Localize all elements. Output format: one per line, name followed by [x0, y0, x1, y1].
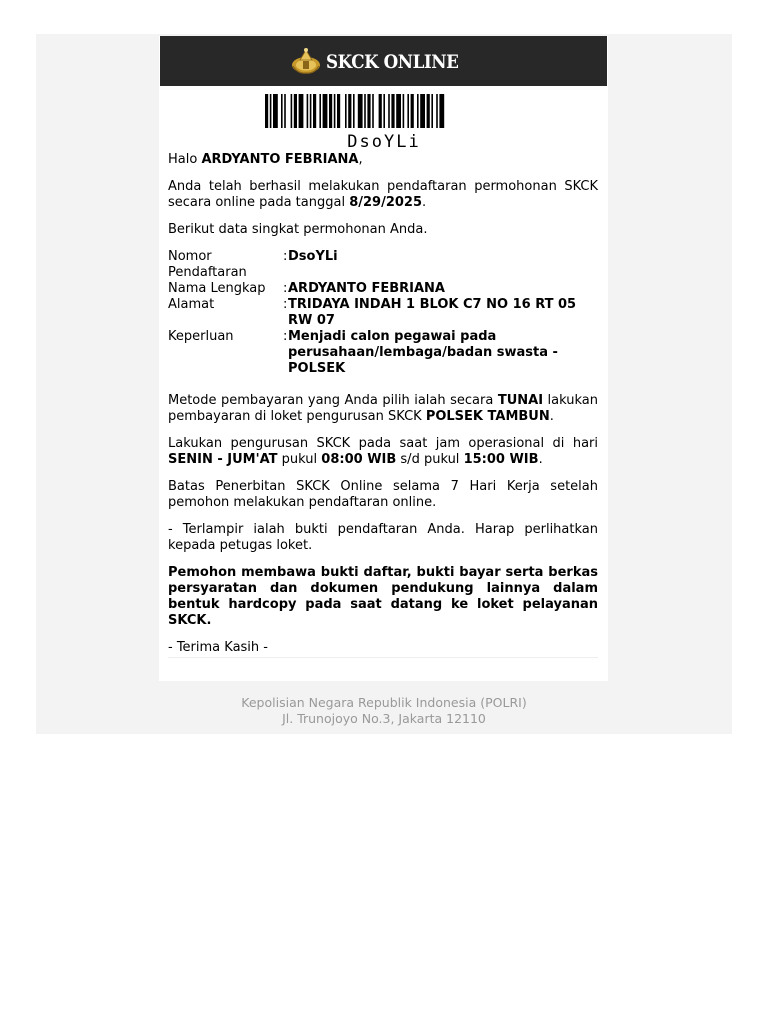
- logo-text: SKCK ONLINE: [326, 51, 459, 73]
- payment-text-3: .: [549, 409, 554, 424]
- details-colon: :: [283, 249, 288, 264]
- attachment-paragraph: - Terlampir ialah bukti pendaftaran Anda. Harap perlihatkan kepada petugas loket.: [168, 522, 598, 553]
- greeting: [168, 152, 598, 168]
- barcode: [265, 94, 503, 128]
- details-label: Alamat: [168, 297, 215, 312]
- details-value: ARDYANTO FEBRIANA: [288, 281, 445, 296]
- details-value: DsoYLi: [288, 249, 338, 264]
- schedule-end: 15:00 WIB: [463, 452, 539, 467]
- notice-paragraph: Pemohon membawa bukti daftar, bukti bayar serta berkas persyaratan dan dokumen pendukung lainnya dalam bentuk hardcopy pada saat datang ke loket pelayanan SKCK.: [168, 565, 598, 628]
- intro-end: .: [422, 195, 427, 210]
- payment-location: POLSEK TAMBUN: [425, 409, 550, 424]
- details-row-purpose: [168, 329, 598, 377]
- footer-organization: Kepolisian Negara Republik Indonesia (POLRI): [241, 695, 527, 710]
- greeting-suffix: ,: [358, 152, 363, 167]
- police-emblem-icon: [290, 46, 322, 76]
- registration-date: 8/29/2025: [349, 195, 423, 210]
- closing-text: - Terima Kasih -: [168, 640, 268, 655]
- details-value: Menjadi calon pegawai pada perusahaan/lembaga/badan swasta - POLSEK: [288, 329, 558, 376]
- details-colon: :: [283, 297, 288, 312]
- deadline-paragraph: Batas Penerbitan SKCK Online selama 7 Hari Kerja setelah pemohon melakukan pendaftaran online.: [168, 479, 598, 510]
- schedule-text-3: s/d pukul: [396, 452, 464, 467]
- details-row-address: [168, 297, 598, 329]
- header-banner: [160, 36, 607, 86]
- details-colon: :: [283, 281, 288, 296]
- details-row-full-name: [168, 281, 598, 297]
- barcode-text: DsoYLi: [347, 132, 421, 152]
- footer-address: Jl. Trunojoyo No.3, Jakarta 12110: [282, 711, 486, 726]
- applicant-name: ARDYANTO FEBRIANA: [201, 152, 359, 167]
- divider: [168, 657, 598, 658]
- footer: [36, 695, 732, 727]
- details-label: Nomor Pendaftaran: [168, 249, 247, 280]
- email-body: [168, 152, 598, 667]
- details-label: Keperluan: [168, 329, 234, 344]
- details-value: TRIDAYA INDAH 1 BLOK C7 NO 16 RT 05 RW 07: [288, 297, 577, 328]
- schedule-paragraph: [168, 436, 598, 468]
- details-label: Nama Lengkap: [168, 281, 266, 296]
- email-card: [159, 36, 608, 681]
- details-colon: :: [283, 329, 288, 344]
- schedule-text-4: .: [538, 452, 543, 467]
- summary-heading: Berikut data singkat permohonan Anda.: [168, 222, 428, 237]
- schedule-start: 08:00 WIB: [321, 452, 397, 467]
- schedule-text-1: Lakukan pengurusan SKCK pada saat jam operasional di hari: [168, 436, 598, 451]
- schedule-text-2: pukul: [277, 452, 322, 467]
- details-row-registration-number: [168, 249, 598, 281]
- details-table: [168, 249, 598, 377]
- payment-method: TUNAI: [497, 393, 544, 408]
- schedule-days: SENIN - JUM'AT: [168, 452, 278, 467]
- payment-paragraph: [168, 393, 598, 425]
- intro-text: Anda telah berhasil melakukan pendaftaran permohonan SKCK secara online pada tanggal: [168, 179, 598, 210]
- email-background: [36, 34, 732, 734]
- payment-text-2: lakukan pembayaran di loket pengurusan SKCK: [168, 393, 598, 424]
- payment-text-1: Metode pembayaran yang Anda pilih ialah secara: [168, 393, 498, 408]
- intro-paragraph: [168, 179, 598, 211]
- greeting-prefix: Halo: [168, 152, 202, 167]
